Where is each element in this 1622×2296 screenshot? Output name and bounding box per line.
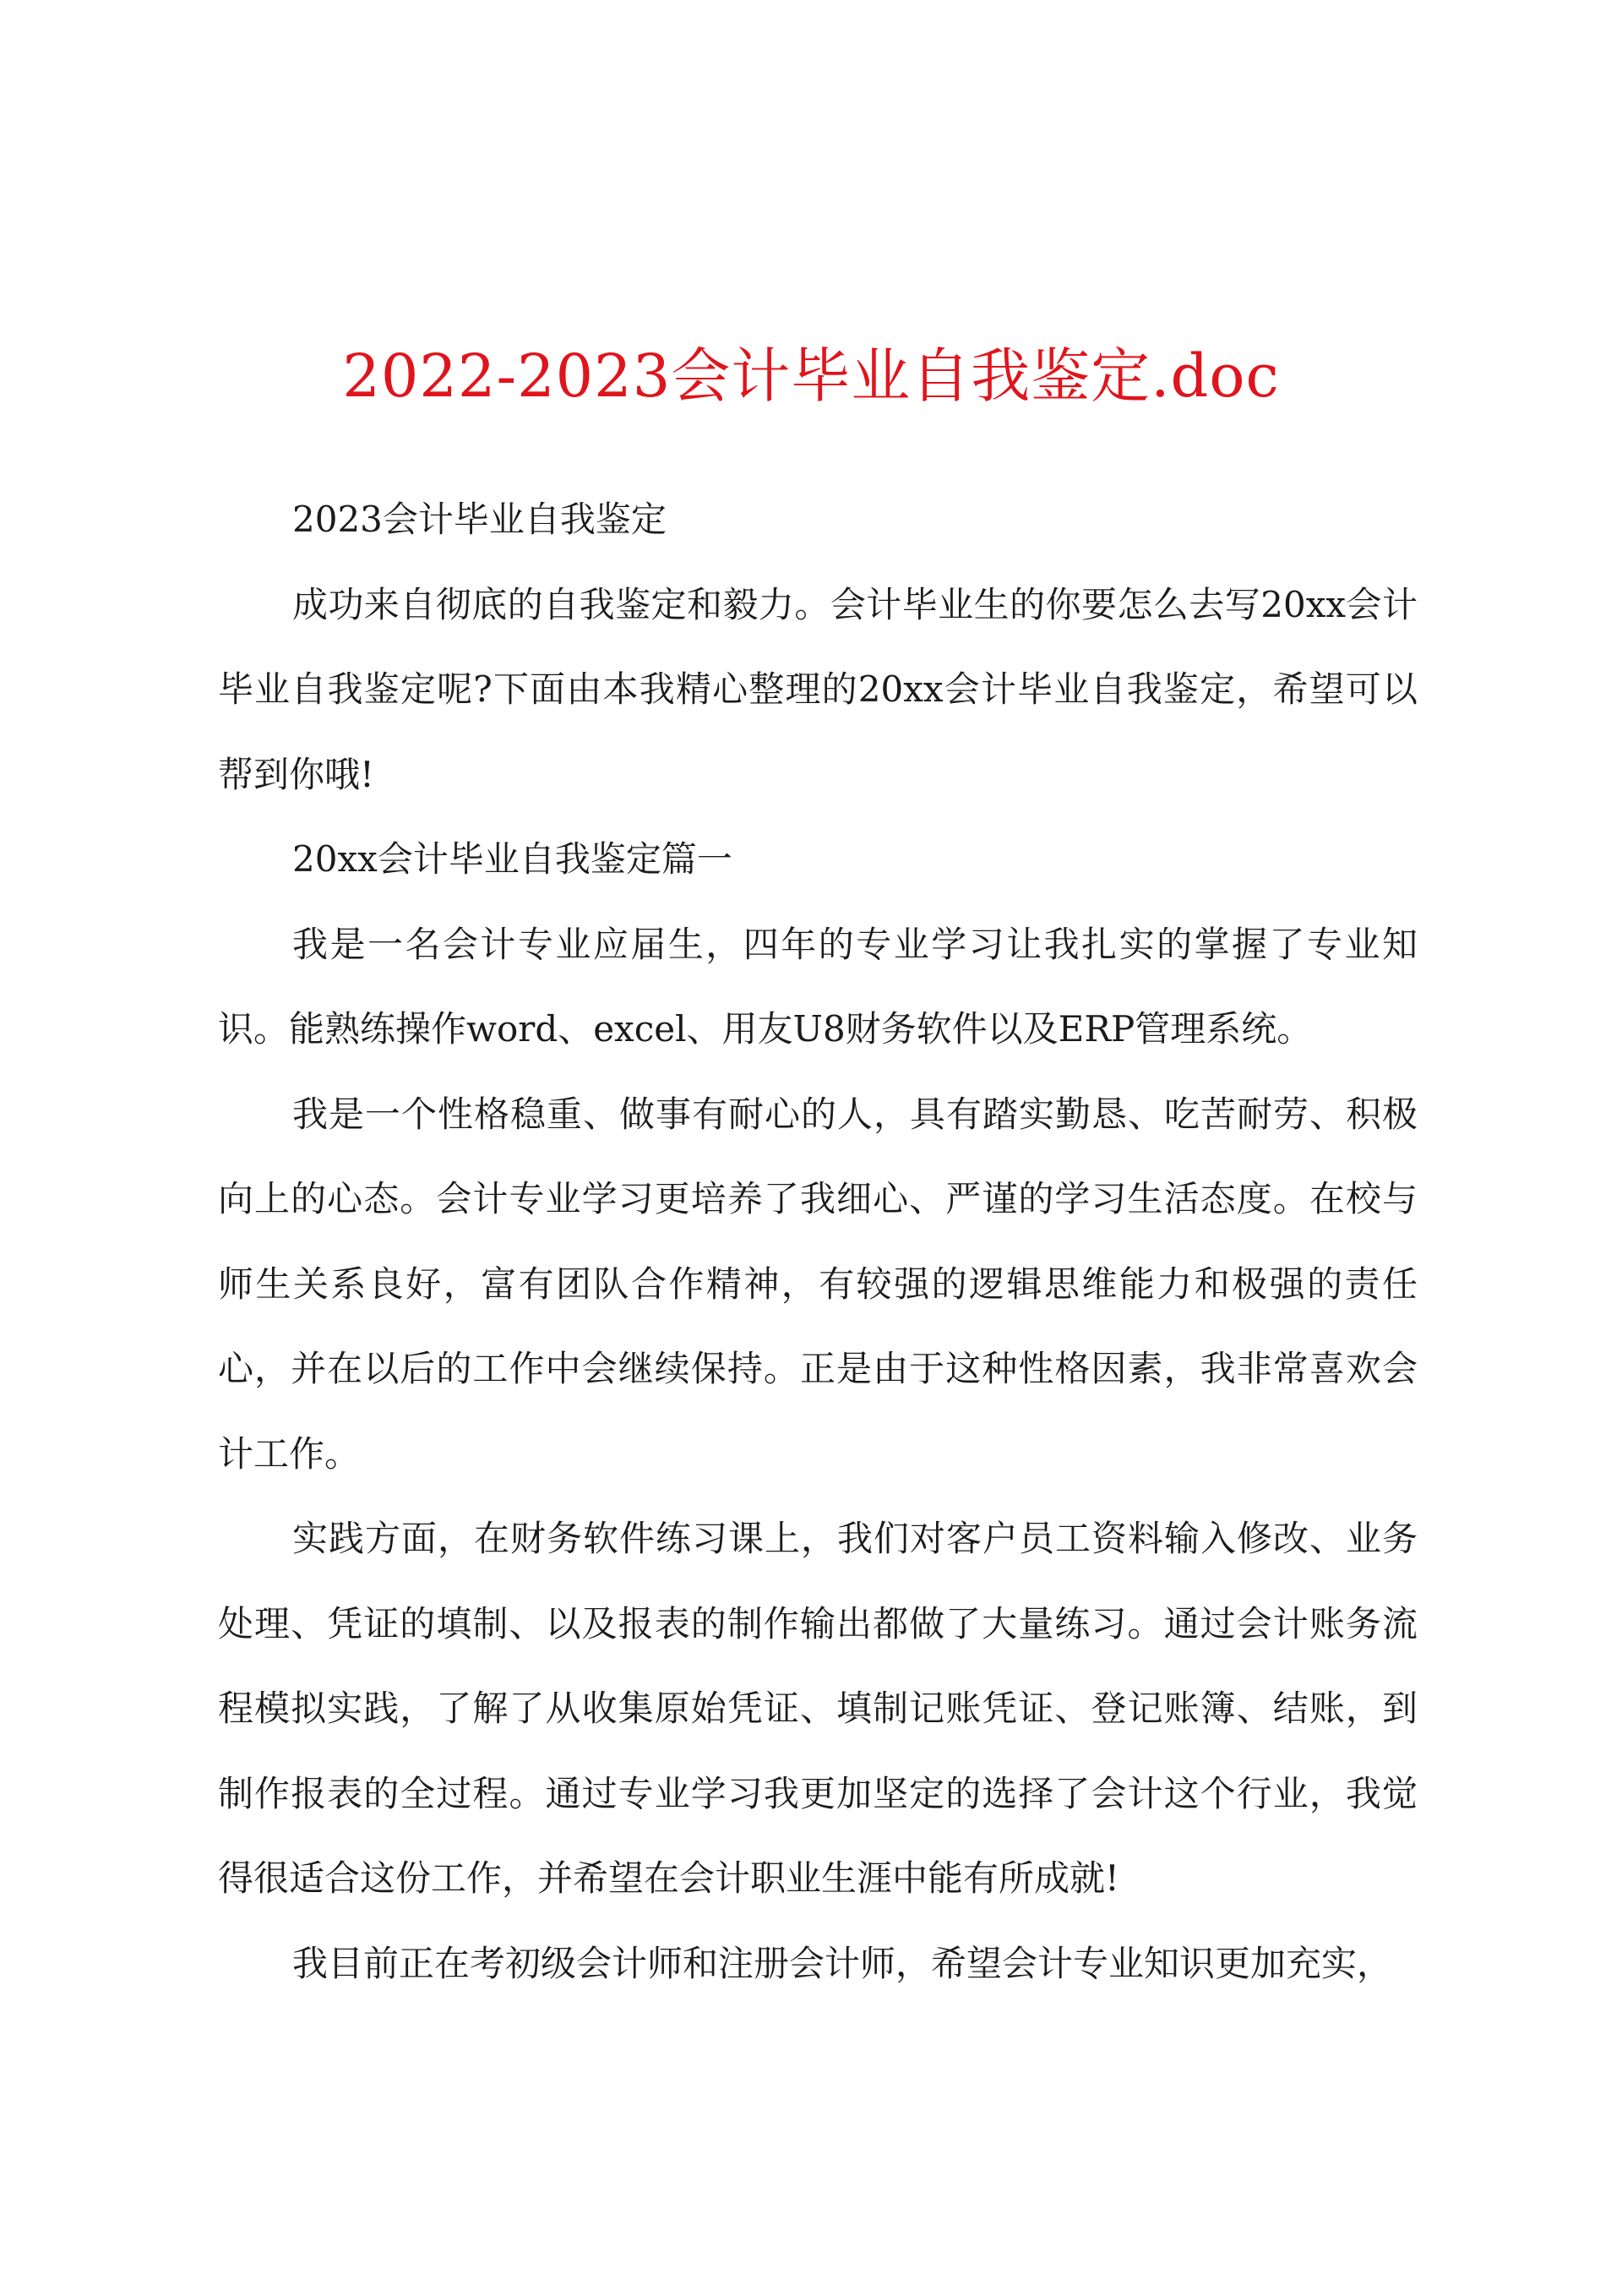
paragraph-intro: 成功来自彻底的自我鉴定和毅力。会计毕业生的你要怎么去写20xx会计毕业自我鉴定呢?下面由本我精心整理的20xx会计毕业自我鉴定，希望可以帮到你哦! — [218, 583, 1418, 795]
paragraph-subtitle: 2023会计毕业自我鉴定 — [292, 499, 667, 540]
paragraph-section-heading: 20xx会计毕业自我鉴定篇一 — [292, 838, 732, 880]
paragraph-practice: 实践方面，在财务软件练习课上，我们对客户员工资料输入修改、业务处理、凭证的填制、以及报表的制作输出都做了大量练习。通过会计账务流程模拟实践，了解了从收集原始凭证、填制记账凭证、登记账簿、结账，到制作报表的全过程。通过专业学习我更加坚定的选择了会计这个行业，我觉得很适合这份工作，并希望在会计职业生涯中能有所成就! — [218, 1518, 1418, 1899]
paragraph-personality: 我是一个性格稳重、做事有耐心的人，具有踏实勤恳、吃苦耐劳、积极向上的心态。会计专业学习更培养了我细心、严谨的学习生活态度。在校与师生关系良好，富有团队合作精神，有较强的逻辑思维能力和极强的责任心，并在以后的工作中会继续保持。正是由于这种性格因素，我非常喜欢会计工作。 — [218, 1093, 1418, 1475]
document-title: 2022-2023会计毕业自我鉴定.doc — [342, 341, 1280, 411]
paragraph-current-study: 我目前正在考初级会计师和注册会计师，希望会计专业知识更加充实， — [292, 1942, 1393, 1984]
document-body — [218, 477, 1418, 2006]
paragraph-skills: 我是一名会计专业应届生，四年的专业学习让我扎实的掌握了专业知识。能熟练操作word、excel、用友U8财务软件以及ERP管理系统。 — [218, 923, 1418, 1050]
